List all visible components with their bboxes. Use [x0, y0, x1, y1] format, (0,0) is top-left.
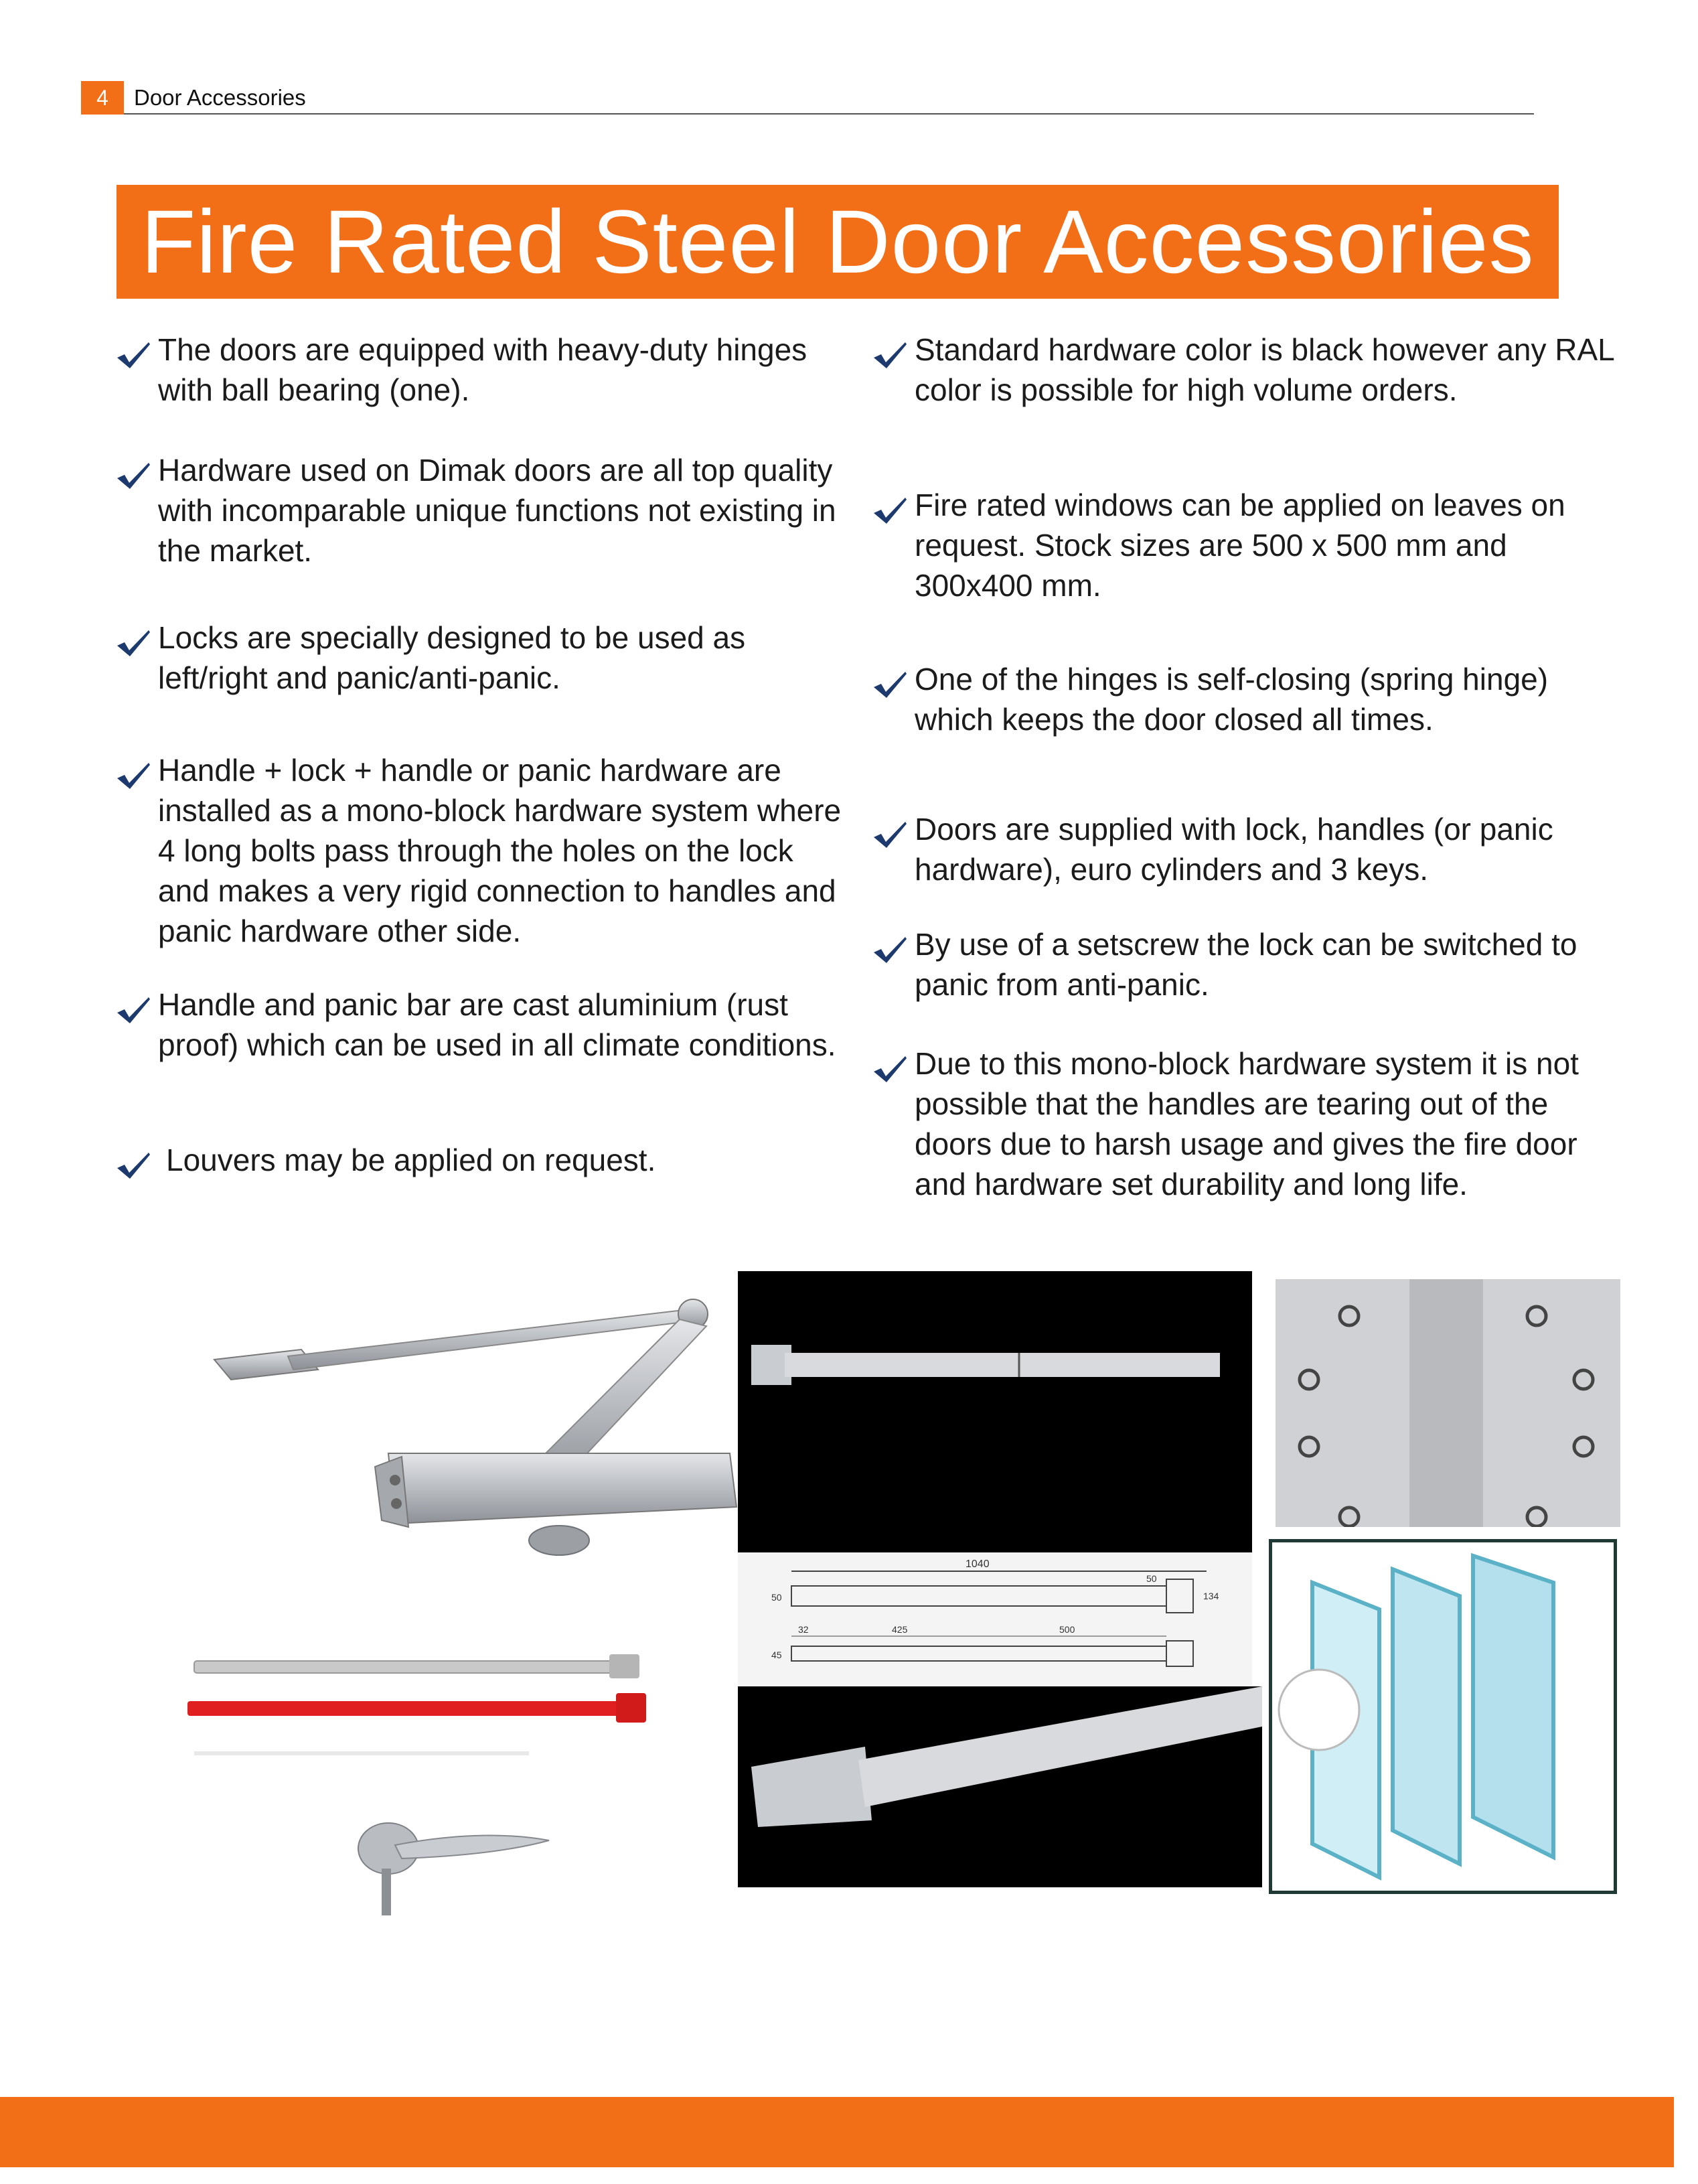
- bullet-item: [115, 617, 845, 698]
- dim-f: 134: [1203, 1591, 1219, 1601]
- dim-b: 425: [892, 1624, 908, 1635]
- check-icon: [872, 1054, 908, 1084]
- check-icon: [872, 820, 908, 849]
- dim-d: 45: [771, 1650, 782, 1660]
- section-title: Door Accessories: [134, 85, 306, 110]
- bullet-text: Standard hardware color is black however any RAL color is possible for high volume orders.: [915, 332, 1614, 407]
- bullet-text: The doors are equipped with heavy-duty hinges with ball bearing (one).: [158, 332, 807, 407]
- bullet-item: [872, 659, 1628, 739]
- header-rule: [124, 113, 1534, 115]
- bullet-item: [115, 750, 845, 951]
- check-icon: [872, 340, 908, 370]
- check-icon: [115, 340, 151, 370]
- bullet-text: Handle + lock + handle or panic hardware are installed as a mono-block hardware system where 4 long bolts pass through the holes on the lock and makes a very rigid connection to handles and panic hardware other side.: [158, 753, 842, 948]
- check-icon: [872, 935, 908, 964]
- product-images: [181, 1266, 1620, 1922]
- page-number: 4: [81, 81, 124, 115]
- bullet-text: Louvers may be applied on request.: [166, 1143, 656, 1177]
- title-banner: [117, 185, 1559, 299]
- footer-bar: [0, 2097, 1674, 2167]
- bullet-text: By use of a setscrew the lock can be switched to panic from anti-panic.: [915, 927, 1577, 1002]
- check-icon: [872, 670, 908, 699]
- bullet-item: [872, 1043, 1628, 1204]
- bullet-text: Fire rated windows can be applied on leaves on request. Stock sizes are 500 x 500 mm and 300x400 mm.: [915, 488, 1565, 603]
- bullet-text: One of the hinges is self-closing (spring hinge) which keeps the door closed all times.: [915, 662, 1549, 737]
- check-icon: [115, 628, 151, 658]
- panic-bar-icon: [738, 1271, 1252, 1552]
- dim-height: 50: [771, 1592, 782, 1603]
- dim-c: 500: [1059, 1624, 1075, 1635]
- check-icon: [115, 995, 151, 1025]
- door-closer-image: [181, 1266, 743, 1581]
- hinge-icon: [1276, 1279, 1620, 1527]
- panic-bar-photo: [738, 1271, 1252, 1552]
- bullet-item: [872, 809, 1628, 889]
- glass-panes-icon: [1272, 1542, 1607, 1884]
- dim-a: 32: [798, 1624, 809, 1635]
- bullet-item: [115, 1140, 845, 1180]
- bullet-text: Handle and panic bar are cast aluminium (rust proof) which can be used in all climate conditions.: [158, 987, 836, 1062]
- bullet-item: [872, 485, 1628, 605]
- panic-bar-closeup-icon: [738, 1686, 1262, 1887]
- fire-glass-photo: [1269, 1539, 1617, 1894]
- dim-e: 50: [1146, 1573, 1157, 1584]
- hinge-photo: [1276, 1279, 1620, 1527]
- bullet-text: Hardware used on Dimak doors are all top quality with incomparable unique functions not existing in the market.: [158, 453, 836, 568]
- bullet-item: [115, 330, 845, 410]
- bullet-text: Locks are specially designed to be used as left/right and panic/anti-panic.: [158, 620, 746, 695]
- bullet-item: [872, 330, 1628, 410]
- technical-drawing: [738, 1552, 1252, 1686]
- bullet-text: Due to this mono-block hardware system it is not possible that the handles are tearing out of the doors due to harsh usage and gives the fire door and hardware set durability and long life.: [915, 1046, 1579, 1202]
- check-icon: [115, 461, 151, 490]
- bullet-item: [872, 924, 1628, 1005]
- check-icon: [872, 496, 908, 525]
- dim-length: 1040: [966, 1558, 990, 1570]
- page-title: Fire Rated Steel Door Accessories: [141, 192, 1535, 292]
- check-icon: [115, 1151, 151, 1180]
- bullet-item: [115, 450, 845, 571]
- bullet-text: Doors are supplied with lock, handles (or panic hardware), euro cylinders and 3 keys.: [915, 812, 1553, 887]
- panic-bar-closeup-photo: [738, 1686, 1262, 1887]
- drawing-lines: [738, 1552, 1252, 1686]
- panic-bars-image: [181, 1641, 663, 1761]
- bullet-item: [115, 985, 845, 1065]
- lever-handle-image: [348, 1815, 562, 1922]
- page-header: [81, 81, 1534, 115]
- check-icon: [115, 761, 151, 790]
